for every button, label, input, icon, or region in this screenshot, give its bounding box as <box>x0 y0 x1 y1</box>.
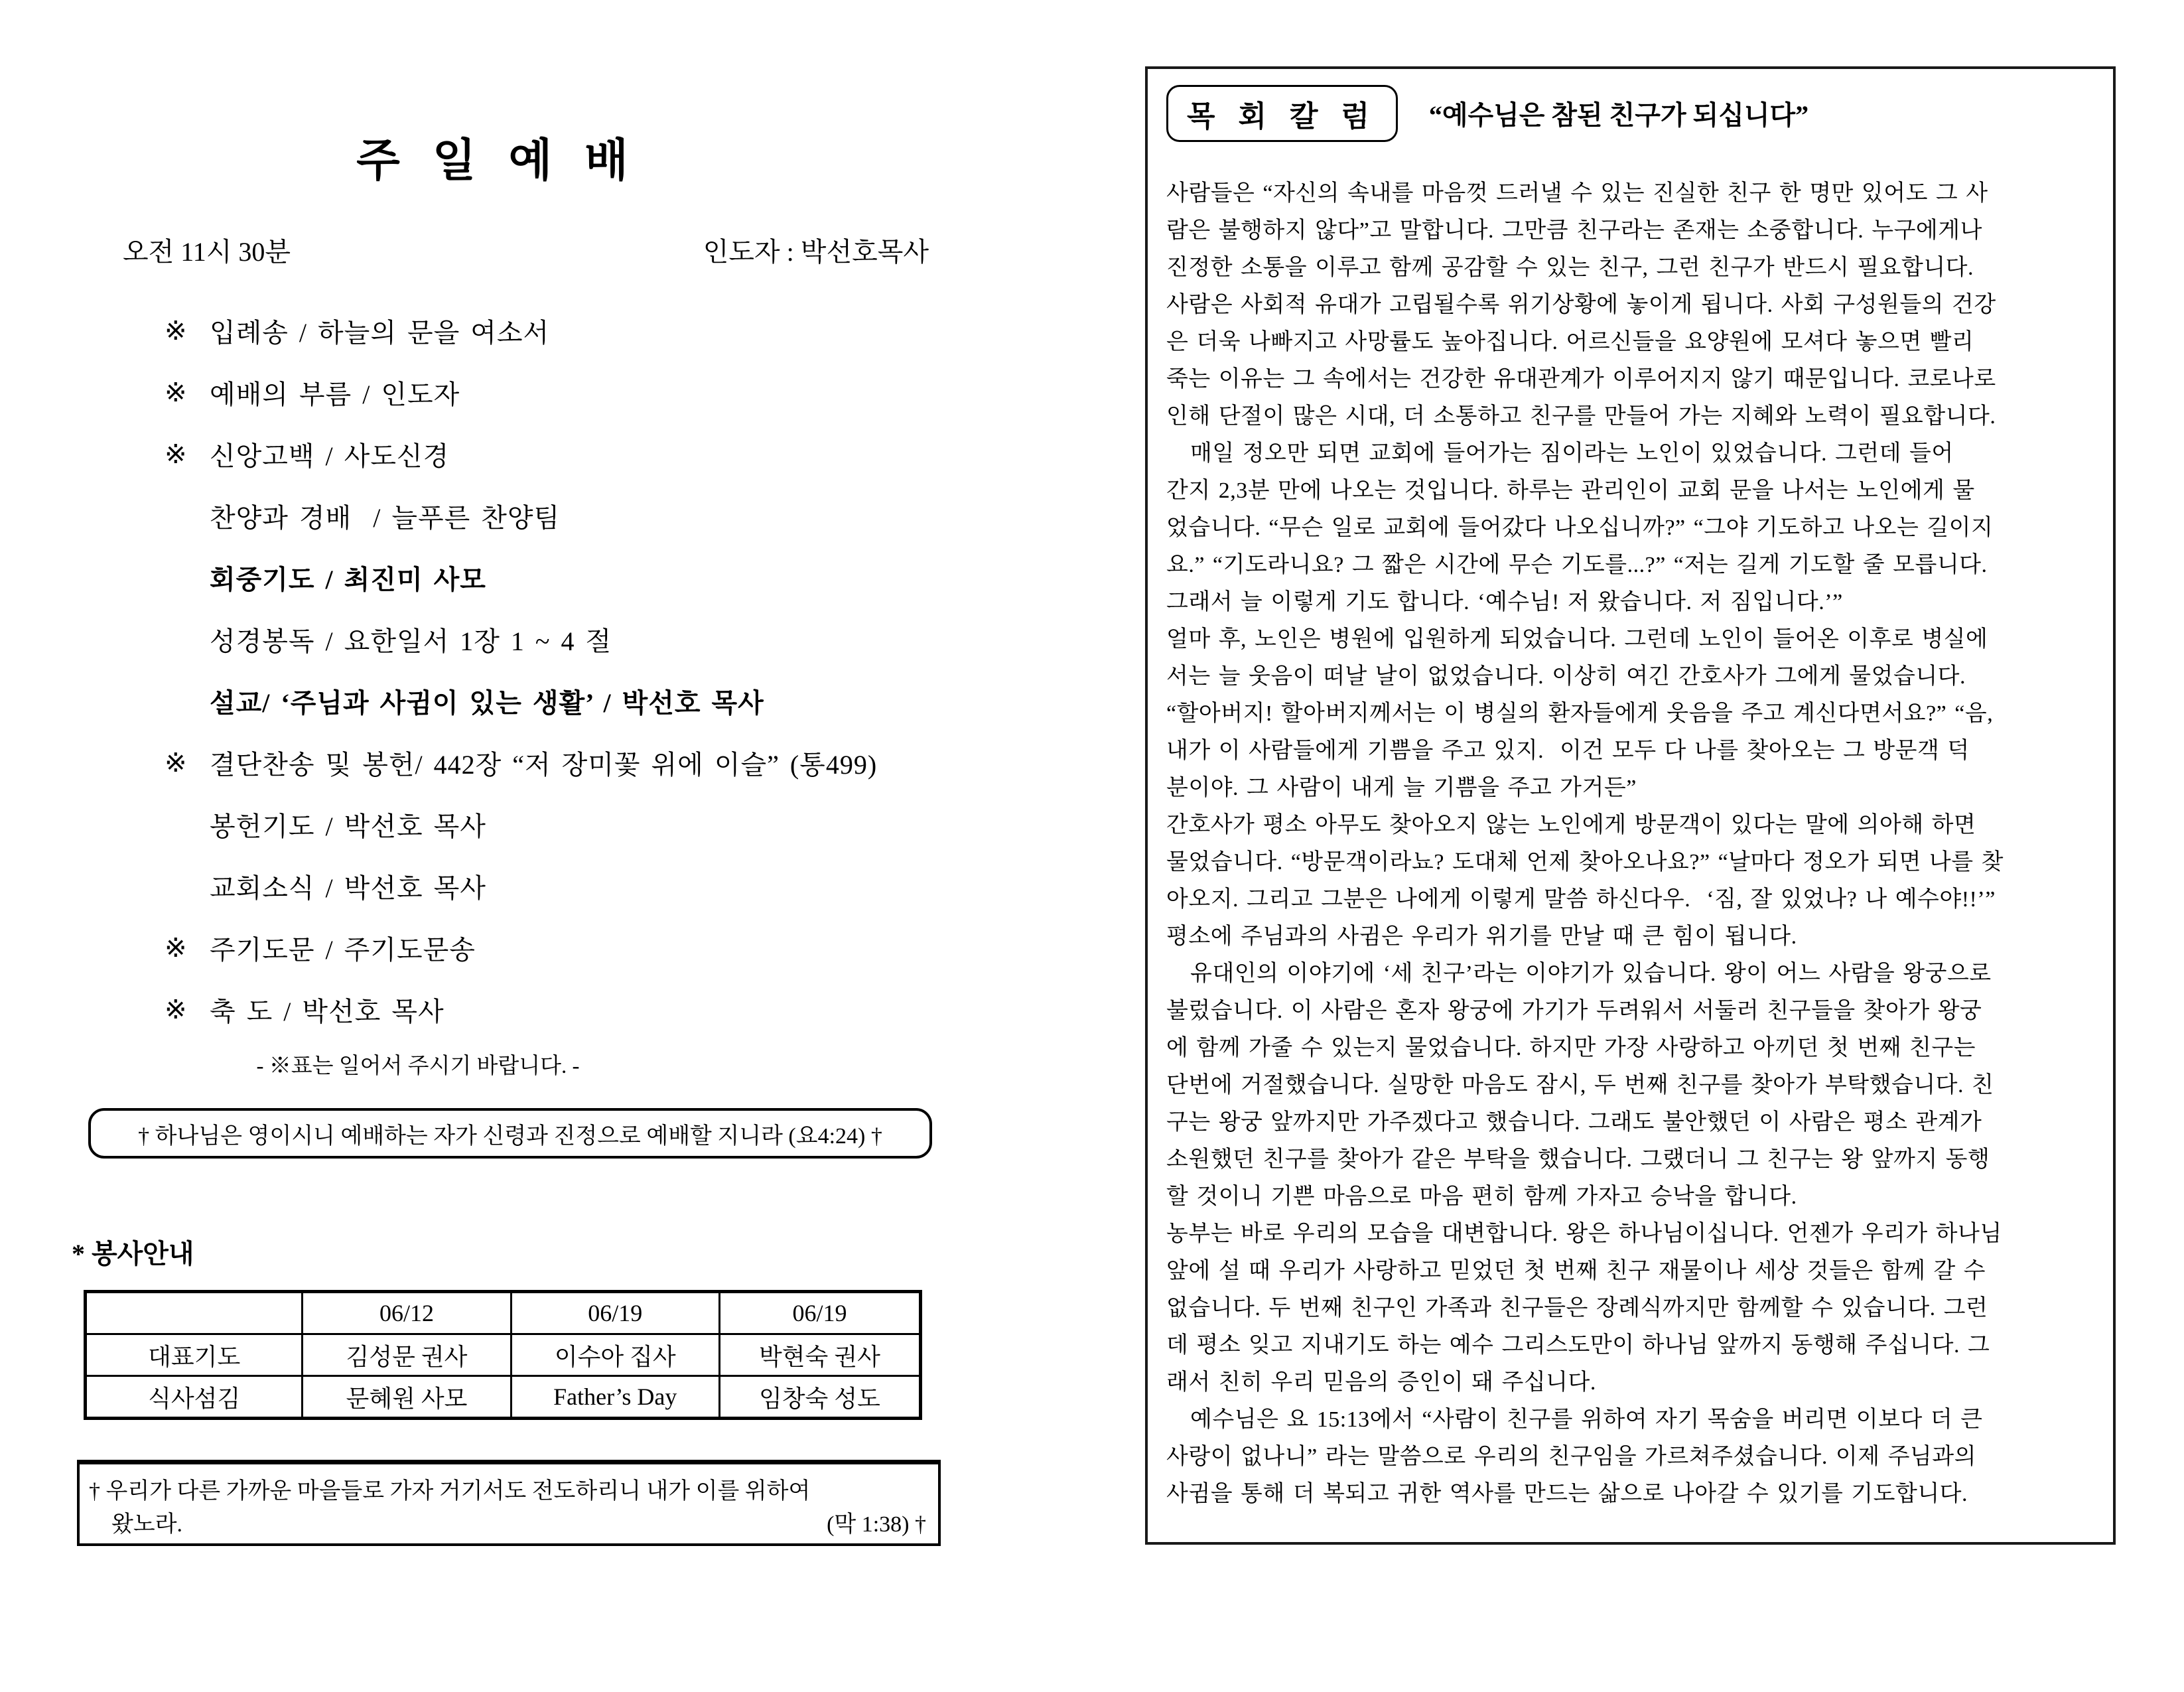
service-schedule-table <box>84 1290 922 1420</box>
table-cell: 이수아 집사 <box>511 1334 719 1376</box>
worship-order-item <box>165 670 1107 732</box>
pastoral-column-line: 얼마 후, 노인은 병원에 입원하게 되었습니다. 그런데 노인이 들어온 이후로 병실에 <box>1166 627 1988 652</box>
table-cell: 김성문 권사 <box>303 1334 511 1376</box>
pastoral-column-line: 내가 이 사람들에게 기쁨을 주고 있지. 이건 모두 다 나를 찾아오는 그 방문객 덕 <box>1166 739 1970 763</box>
worship-order-text: 축 도 / 박선호 목사 <box>210 997 444 1026</box>
table-row <box>86 1334 921 1376</box>
pastoral-column-line: 소원했던 친구를 찾아가 같은 부탁을 했습니다. 그랬더니 그 친구는 왕 앞까지 동행 <box>1166 1147 1990 1172</box>
stand-marker: ※ <box>165 748 187 778</box>
worship-order-item <box>165 732 1107 794</box>
pastoral-column-title: “예수님은 참된 친구가 되십니다” <box>1428 100 1809 130</box>
worship-order-text: 찬양과 경배 / 늘푸른 찬양팀 <box>210 503 561 533</box>
worship-order-text: 설교/ ‘주님과 사귐이 있는 생활’ / 박선호 목사 <box>210 688 764 718</box>
table-header <box>86 1292 921 1334</box>
worship-order-text: 교회소식 / 박선호 목사 <box>210 873 486 903</box>
pastoral-column-line: 구는 왕궁 앞까지만 가주겠다고 했습니다. 그래도 불안했던 이 사람은 평소 관계가 <box>1166 1110 1982 1135</box>
worship-order-item <box>165 362 1107 423</box>
verse-reference: (막 1:38) † <box>827 1512 926 1537</box>
pastoral-column-line: 에 함께 가줄 수 있는지 물었습니다. 하지만 가장 사랑하고 아끼던 첫 번째 친구는 <box>1166 1036 1976 1060</box>
pastoral-column-line: 농부는 바로 우리의 모습을 대변합니다. 왕은 하나님이십니다. 언젠가 우리가 하나님 <box>1166 1222 2002 1246</box>
pastoral-column-line: 람은 불행하지 않다”고 말합니다. 그만큼 친구라는 존재는 소중합니다. 누구에게나 <box>1166 218 1982 243</box>
worship-order-text: 신앙고백 / 사도신경 <box>210 441 450 471</box>
table-cell: 식사섬김 <box>86 1376 303 1419</box>
pastoral-column-line: 물었습니다. “방문객이라뇨? 도대체 언제 찾아오나요?” “날마다 정오가 되면 나를 찾 <box>1166 850 2004 875</box>
worship-order-text: 성경봉독 / 요한일서 1장 1 ~ 4 절 <box>210 626 612 656</box>
service-guide-title: * 봉사안내 <box>72 1239 194 1269</box>
pastoral-column-line: 요.” “기도라니요? 그 짧은 시간에 무슨 기도를...?” “저는 길게 기도할 줄 모릅니다. <box>1166 553 1988 577</box>
table-header-cell: 06/19 <box>719 1292 920 1334</box>
worship-order-item <box>165 794 1107 855</box>
table-header-cell: 06/12 <box>303 1292 511 1334</box>
worship-order-item <box>165 547 1107 608</box>
table-cell: 임창숙 성도 <box>719 1376 920 1419</box>
worship-order-item <box>165 855 1107 917</box>
worship-time: 오전 11시 30분 <box>123 237 291 267</box>
pastoral-column-line: 데 평소 잊고 지내기도 하는 예수 그리스도만이 하나님 앞까지 동행해 주십니다. 그 <box>1166 1333 1990 1358</box>
pastoral-column-page <box>1145 66 2116 1545</box>
pastoral-column-line: 죽는 이유는 그 속에서는 건강한 유대관계가 이루어지지 않기 때문입니다. 코로나로 <box>1166 367 1996 391</box>
table-body <box>86 1334 921 1419</box>
pastoral-column-line: 그래서 늘 이렇게 기도 합니다. ‘예수님! 저 왔습니다. 저 짐입니다.’” <box>1166 590 1843 614</box>
pastoral-column-line: 불렀습니다. 이 사람은 혼자 왕궁에 가기가 두려워서 서둘러 친구들을 찾아가 왕궁 <box>1166 999 1982 1023</box>
stand-note: - ※표는 일어서 주시기 바랍니다. - <box>256 1054 580 1078</box>
stand-marker: ※ <box>165 439 187 469</box>
worship-order-item <box>165 979 1107 1040</box>
table-header-row <box>86 1292 921 1334</box>
pastoral-column-line: 매일 정오만 되면 교회에 들어가는 짐이라는 노인이 있었습니다. 그런데 들어 <box>1166 441 1954 466</box>
pastoral-column-line: 인해 단절이 많은 시대, 더 소통하고 친구를 만들어 가는 지혜와 노력이 필요합니다. <box>1166 404 1996 429</box>
worship-order-text: 예배의 부름 / 인도자 <box>210 380 460 409</box>
verse-line-continuation: 왔노라. <box>89 1512 183 1537</box>
pastoral-column-line: 래서 친히 우리 믿음의 증인이 돼 주십니다. <box>1166 1370 1596 1395</box>
worship-order-text: 회중기도 / 최진미 사모 <box>210 565 486 595</box>
table-row <box>86 1376 921 1419</box>
pastoral-column-line: 단번에 거절했습니다. 실망한 마음도 잠시, 두 번째 친구를 찾아가 부탁했습니다. 친 <box>1166 1073 1994 1097</box>
pastoral-column-body <box>1166 175 2095 1513</box>
pastoral-column-label: 목 회 칼 럼 <box>1166 85 1398 142</box>
worship-order-item <box>165 917 1107 979</box>
table-header-cell <box>86 1292 303 1334</box>
stand-marker: ※ <box>165 378 187 407</box>
worship-order-item <box>165 423 1107 485</box>
worship-leader: 인도자 : 박선호목사 <box>703 237 929 267</box>
table-cell: 대표기도 <box>86 1334 303 1376</box>
pastoral-column-line: 사귐을 통해 더 복되고 귀한 역사를 만드는 삶으로 나아갈 수 있기를 기도합니다. <box>1166 1482 1968 1506</box>
pastoral-column-line: 사랑이 없나니” 라는 말씀으로 우리의 친구임을 가르쳐주셨습니다. 이제 주님과의 <box>1166 1445 1976 1469</box>
worship-order-text: 결단찬송 및 봉헌/ 442장 “저 장미꽃 위에 이슬” (통499) <box>210 750 878 780</box>
pastoral-column-line: 은 더욱 나빠지고 사망률도 높아집니다. 어르신들을 요양원에 모셔다 놓으면 빨리 <box>1166 330 1974 354</box>
pastoral-column-line: 간지 2,3분 만에 나오는 것입니다. 하루는 관리인이 교회 문을 나서는 노인에게 물 <box>1166 478 1975 503</box>
pastoral-column-line: “할아버지! 할아버지께서는 이 병실의 환자들에게 웃음을 주고 계신다면서요?” “음, <box>1166 701 1994 726</box>
verse-box-john-4-24: † 하나님은 영이시니 예배하는 자가 신령과 진정으로 예배할 지니라 (요4:24) † <box>88 1108 932 1159</box>
page-title: 주 일 예 배 <box>356 135 639 186</box>
worship-order-item <box>165 485 1107 547</box>
verse-line <box>89 1508 926 1541</box>
stand-marker: ※ <box>165 933 187 963</box>
worship-order-text: 입례송 / 하늘의 문을 여소서 <box>210 318 550 348</box>
table-cell: 문혜원 사모 <box>303 1376 511 1419</box>
verse-box-mark-1-38 <box>77 1460 941 1546</box>
pastoral-column-line: 없습니다. 두 번째 친구인 가족과 친구들은 장례식까지만 함께할 수 있습니다. 그런 <box>1166 1296 1988 1320</box>
table-header-cell: 06/19 <box>511 1292 719 1334</box>
pastoral-column-line: 유대인의 이야기에 ‘세 친구’라는 이야기가 있습니다. 왕이 어느 사람을 왕궁으로 <box>1166 961 1992 986</box>
worship-order-item <box>165 608 1107 670</box>
pastoral-column-line: 간호사가 평소 아무도 찾아오지 않는 노인에게 방문객이 있다는 말에 의아해 하면 <box>1166 813 1976 837</box>
pastoral-column-line: 서는 늘 웃음이 떠날 날이 없었습니다. 이상히 여긴 간호사가 그에게 물었습니다. <box>1166 664 1966 689</box>
worship-subhead <box>123 231 929 269</box>
pastoral-column-line: 평소에 주님과의 사귐은 우리가 위기를 만날 때 큰 힘이 됩니다. <box>1166 924 1797 949</box>
pastoral-column-line: 분이야. 그 사람이 내게 늘 기쁨을 주고 가거든” <box>1166 776 1637 800</box>
pastoral-column-line: 진정한 소통을 이루고 함께 공감할 수 있는 친구, 그런 친구가 반드시 필요합니다. <box>1166 255 1974 280</box>
worship-order-text: 주기도문 / 주기도문송 <box>210 935 476 965</box>
table-cell: 박현숙 권사 <box>719 1334 920 1376</box>
worship-order-list <box>165 300 1107 1040</box>
worship-order-text: 봉헌기도 / 박선호 목사 <box>210 811 486 841</box>
pastoral-column-line: 할 것이니 기쁜 마음으로 마음 편히 함께 가자고 승낙을 합니다. <box>1166 1184 1797 1209</box>
pastoral-column-line: 아오지. 그리고 그분은 나에게 이렇게 말씀 하신다우. ‘짐, 잘 있었나? 나 예수야!!’” <box>1166 887 1996 912</box>
stand-marker: ※ <box>165 995 187 1024</box>
pastoral-column-line: 사람들은 “자신의 속내를 마음껏 드러낼 수 있는 진실한 친구 한 명만 있어도 그 사 <box>1166 181 1988 206</box>
worship-order-item <box>165 300 1107 362</box>
pastoral-column-line: 었습니다. “무슨 일로 교회에 들어갔다 나오십니까?” “그야 기도하고 나오는 길이지 <box>1166 516 1994 540</box>
pastoral-column-line: 사람은 사회적 유대가 고립될수록 위기상황에 놓이게 됩니다. 사회 구성원들의 건강 <box>1166 293 1996 317</box>
pastoral-column-line: 앞에 설 때 우리가 사랑하고 믿었던 첫 번째 친구 재물이나 세상 것들은 함께 갈 수 <box>1166 1259 1986 1283</box>
verse-line: † 우리가 다른 가까운 마을들로 가자 거기서도 전도하리니 내가 이를 위하여 <box>89 1479 811 1504</box>
pastoral-column-line: 예수님은 요 15:13에서 “사람이 친구를 위하여 자기 목숨을 버리면 이보다 더 큰 <box>1166 1407 1983 1432</box>
table-cell: Father’s Day <box>511 1376 719 1419</box>
stand-marker: ※ <box>165 316 187 346</box>
